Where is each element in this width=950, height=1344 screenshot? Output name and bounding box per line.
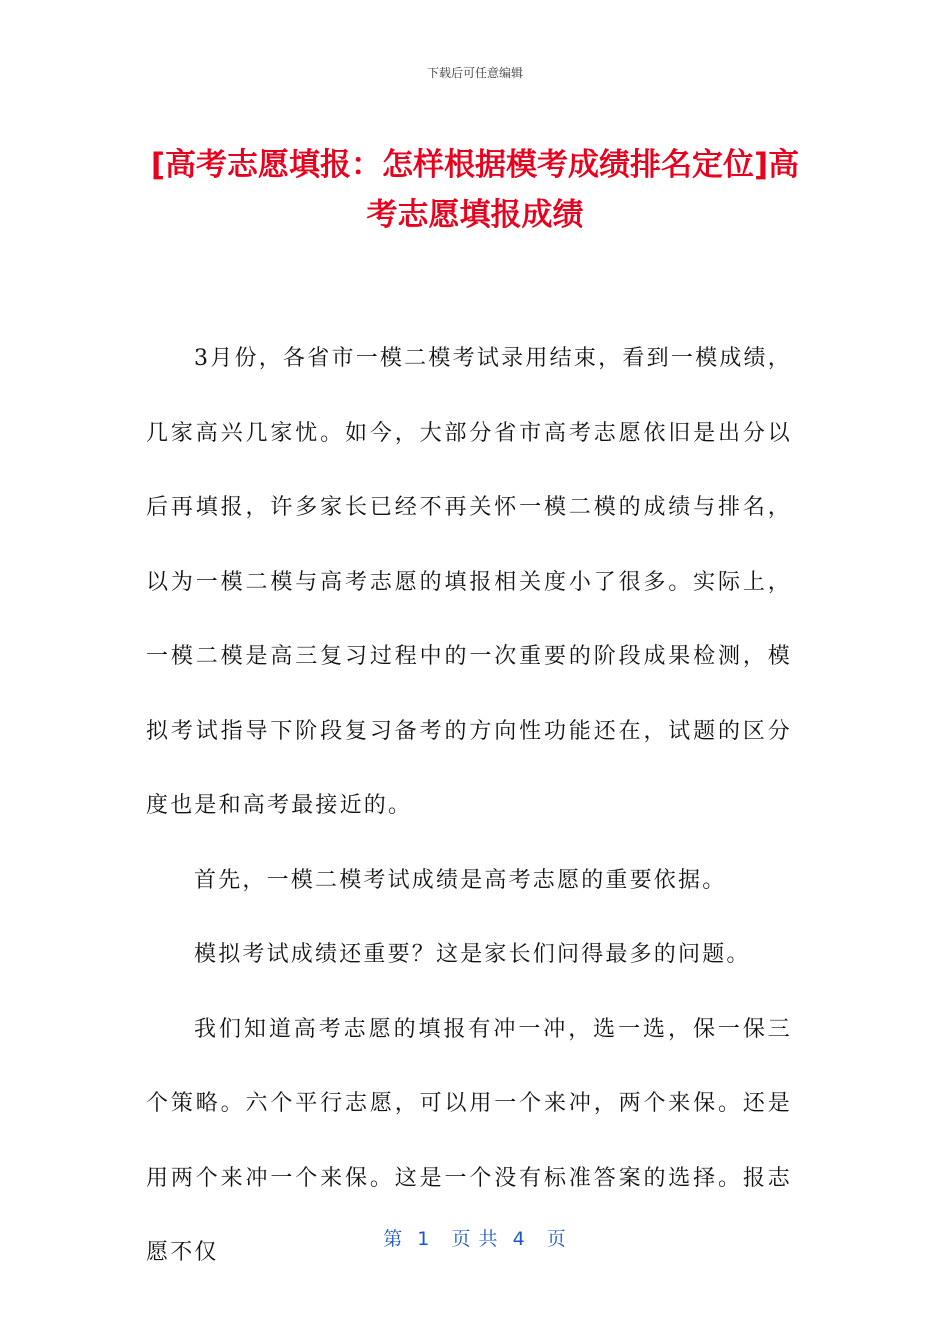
paragraph-intro: 3月份，各省市一模二模考试录用结束，看到一模成绩，几家高兴几家忧。如今，大部分省市高考志愿依旧是出分以后再填报，许多家长已经不再关怀一模二模的成绩与排名，以为一模二模与高考志愿的填报相关度小了很多。实际上，一模二模是高三复习过程中的一次重要的阶段成果检测，模拟考试指导下阶段复习备考的方向性功能还在，试题的区分度也是和高考最接近的。 (146, 346, 792, 818)
paragraph-strategy: 我们知道高考志愿的填报有冲一冲，选一选，保一保三个策略。六个平行志愿，可以用一个来冲，两个来保。还是用两个来冲一个来保。这是一个没有标准答案的选择。报志愿不仅 (146, 1016, 792, 1265)
document-body (146, 322, 792, 1291)
page-header-note: 下载后可任意编辑 (426, 66, 523, 80)
page-number-footer: 第 1 页 共 4 页 (383, 1228, 567, 1250)
paragraph-question: 模拟考试成绩还重要？这是家长们问得最多的问题。 (194, 942, 751, 967)
document-title: [高考志愿填报：怎样根据模考成绩排名定位]高考志愿填报成绩 (150, 147, 800, 233)
paragraph-first-point: 首先，一模二模考试成绩是高考志愿的重要依据。 (194, 867, 727, 893)
